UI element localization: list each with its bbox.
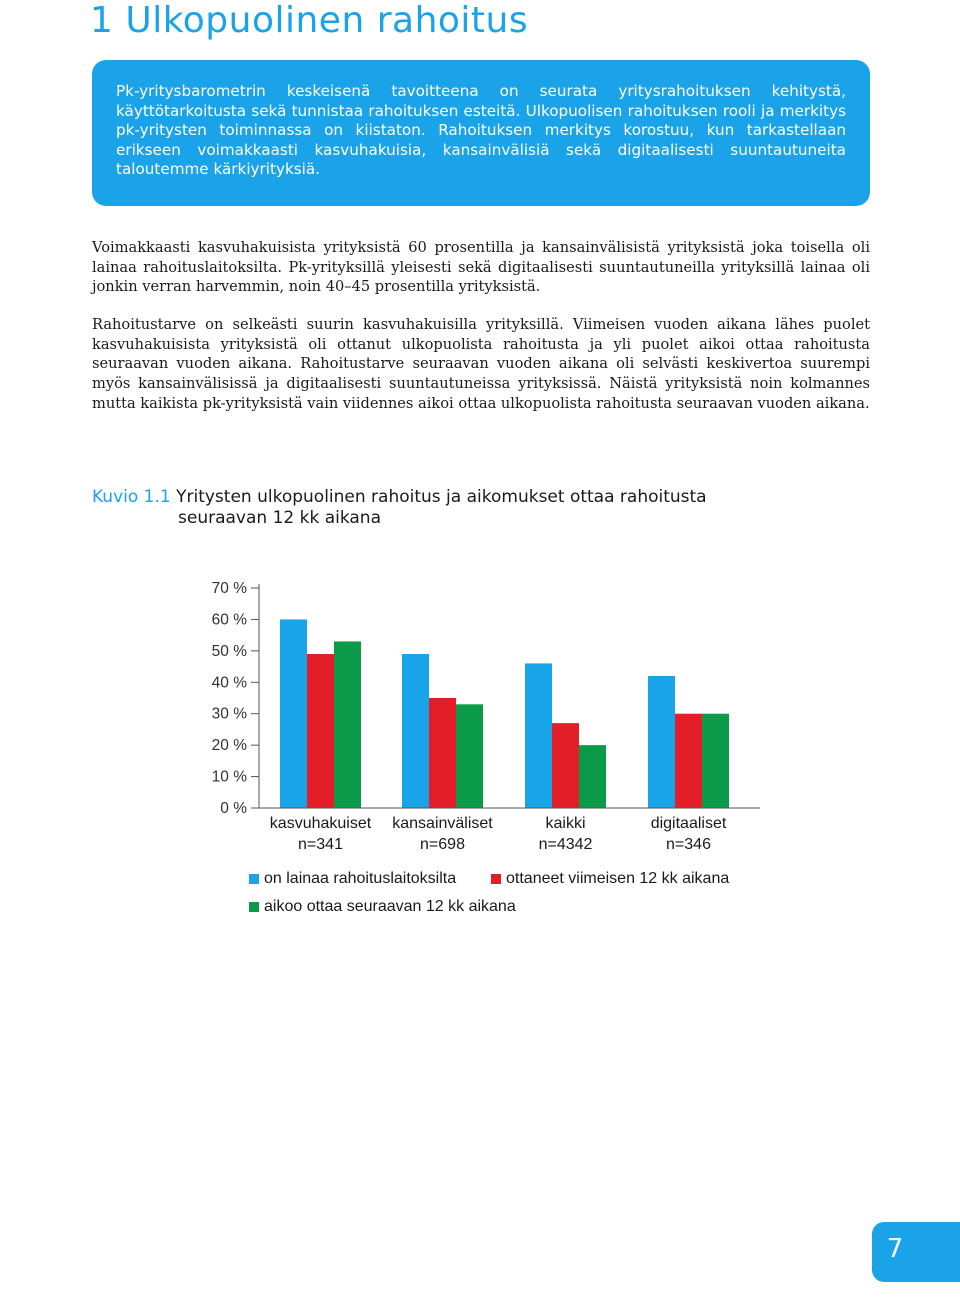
legend-swatch xyxy=(249,874,259,884)
figure-title-line1: Yritysten ulkopuolinen rahoitus ja aikomukset ottaa rahoitusta xyxy=(176,487,707,507)
bar xyxy=(280,619,307,808)
y-tick-label: 50 % xyxy=(211,642,247,660)
intro-text: Pk-yritysbarometrin keskeisenä tavoitteena on seurata yritysrahoituksen kehitystä, käyttötarkoitusta sekä tunnistaa rahoituksen esteitä. Ulkopuolisen rahoituksen rooli ja merkitys pk-yritysten toiminnassa on kiistaton. Rahoituksen merkitys korostuu, kun tarkastellaan erikseen voimakkaasti kasvuhakuisia, kansainvälisiä sekä digitaalisesti suuntautuneita taloutemme kärkiyrityksiä. xyxy=(116,82,846,178)
bar xyxy=(675,714,702,808)
bar xyxy=(429,698,456,808)
page-number-tab xyxy=(872,1222,960,1282)
legend-swatch xyxy=(491,874,501,884)
bar xyxy=(702,714,729,808)
legend-label: on lainaa rahoituslaitoksilta xyxy=(264,870,457,887)
y-tick-label: 30 % xyxy=(211,705,247,723)
x-tick-label: n=346 xyxy=(666,836,711,853)
x-tick-label: kansainväliset xyxy=(392,815,493,832)
legend-label: aikoo ottaa seuraavan 12 kk aikana xyxy=(264,898,516,915)
figure-caption xyxy=(92,487,852,529)
bar xyxy=(402,654,429,808)
page-number: 7 xyxy=(886,1234,904,1264)
legend-item xyxy=(249,870,456,888)
x-tick-label: n=4342 xyxy=(538,836,593,853)
body-paragraph: Rahoitustarve on selkeästi suurin kasvuhakuisilla yrityksillä. Viimeisen vuoden aikana lähes puolet kasvuhakuisista yrityksistä oli ottanut ulkopuolista rahoitusta ja yli puolet aikoi ottaa rahoitusta seuraavan vuoden aikana. Rahoitustarve seuraavan vuoden aikana oli selvästi keskivertoa suurempi myös kansainvälisissä ja digitaalisesti suuntautuneissa yrityksissä. Näistä yrityksistä noin kolmannes mutta kaikista pk-yrityksistä vain viidennes aikoi ottaa ulkopuolista rahoitusta seuraavan vuoden aikana. xyxy=(92,316,870,412)
bar xyxy=(307,654,334,808)
figure-title-line2: seuraavan 12 kk aikana xyxy=(178,508,381,528)
bar xyxy=(334,641,361,808)
page-title: 1 Ulkopuolinen rahoitus xyxy=(90,0,529,41)
bar xyxy=(552,723,579,808)
legend-label: ottaneet viimeisen 12 kk aikana xyxy=(506,870,730,887)
y-tick-label: 70 % xyxy=(211,580,247,597)
legend-swatch xyxy=(249,902,259,912)
figure-label: Kuvio 1.1 xyxy=(92,487,171,507)
bar xyxy=(456,704,483,808)
y-tick-label: 20 % xyxy=(211,737,247,755)
bar-chart xyxy=(0,560,960,860)
body-paragraph: Voimakkaasti kasvuhakuisista yrityksistä 60 prosentilla ja kansainvälisistä yrityksistä joka toisella oli lainaa rahoituslaitoksilta. Pk-yrityksillä yleisesti sekä digitaalisesti suuntautuneilla yrityksillä lainaa oli jonkin verran harvemmin, noin 40–45 prosentilla yrityksistä. xyxy=(92,239,870,296)
x-tick-label: n=341 xyxy=(298,836,343,853)
x-tick-label: kasvuhakuiset xyxy=(269,815,372,832)
intro-box xyxy=(92,60,870,206)
x-tick-label: n=698 xyxy=(420,836,465,853)
x-tick-label: digitaaliset xyxy=(650,815,727,832)
y-tick-label: 10 % xyxy=(211,768,247,786)
bar xyxy=(648,676,675,808)
y-tick-label: 40 % xyxy=(211,674,247,692)
legend-item xyxy=(491,870,729,888)
bar xyxy=(525,663,552,808)
bar xyxy=(579,745,606,808)
y-tick-label: 0 % xyxy=(220,800,247,817)
y-tick-label: 60 % xyxy=(211,611,247,629)
legend-item xyxy=(249,898,516,916)
x-tick-label: kaikki xyxy=(545,815,586,832)
